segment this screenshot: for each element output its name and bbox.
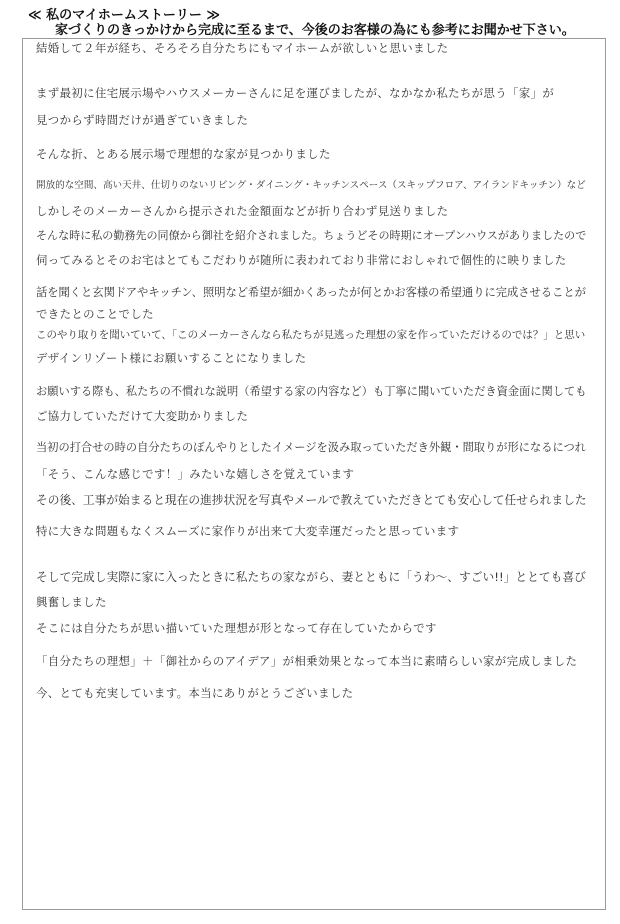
text-line: お願いする際も、私たちの不慣れな説明（希望する家の内容など）も丁寧に聞いていただき資金面に関しても — [36, 385, 587, 398]
text-line: そして完成し実際に家に入ったときに私たちの家ながら、妻とともに「うわ～、すごい!!」ととても喜び — [36, 570, 586, 584]
text-line: 見つからず時間だけが過ぎていきました — [36, 113, 249, 127]
text-line: 伺ってみるとそのお宅はとてもこだわりが随所に表われており非常におしゃれで個性的に映りました — [36, 253, 567, 267]
text-line: このやり取りを聞いていて、「このメーカーさんなら私たちが見逃った理想の家を作っていただけるのでは？」と思い — [36, 329, 586, 341]
text-line: その後、工事が始まると現在の進捗状況を写真やメールで教えていただきとても安心して任せられました — [36, 493, 587, 507]
text-line: そんな折、とある展示場で理想的な家が見つかりました — [36, 147, 331, 161]
text-line: できたとのことでした — [36, 307, 154, 321]
text-line: 結婚して２年が経ち、そろそろ自分たちにもマイホームが欲しいと思いました — [36, 41, 449, 55]
page-title: ≪ 私のマイホームストーリー ≫ — [28, 8, 221, 23]
text-line: 特に大きな問題もなくスムーズに家作りが出来て大変幸運だったと思っています — [36, 524, 460, 538]
text-line: 話を聞くと玄関ドアやキッチン、照明など希望が細かくあったが何とかお客様の希望通りに完成させることが — [36, 286, 586, 299]
text-line: 今、とても充実しています。本当にありがとうございました — [36, 686, 354, 700]
text-line: 「自分たちの理想」＋「御社からのアイデア」が相乗効果となって本当に素晴らしい家が完成しました — [36, 654, 578, 668]
text-line: まず最初に住宅展示場やハウスメーカーさんに足を運びましたが、なかなか私たちが思う「家」が — [36, 86, 555, 100]
text-line: 「そう、こんな感じです！」みたいな嬉しさを覚えています — [36, 467, 355, 481]
text-line: しかしそのメーカーさんから提示された金額面などが折り合わず見送りました — [36, 204, 449, 218]
text-line: 当初の打合せの時の自分たちのぼんやりとしたイメージを汲み取っていただき外観・間取りが形になるにつれ — [36, 441, 586, 454]
page-subtitle: 家づくりのきっかけから完成に至るまで、今後のお客様の為にも参考にお聞かせ下さい。 — [55, 23, 575, 38]
text-line: 興奮しました — [36, 595, 107, 609]
text-line: そこには自分たちが思い描いていた理想が形となって存在していたからです — [36, 621, 437, 635]
text-line: デザインリゾート様にお願いすることになりました — [36, 351, 307, 365]
text-line: 開放的な空間、高い天井、仕切りのないリビング・ダイニング・キッチンスペース（スキップフロア、アイランドキッチン）など — [36, 180, 586, 191]
text-line: そんな時に私の勤務先の同僚から御社を紹介されました。ちょうどその時期にオープンハウスがありましたので — [36, 229, 587, 242]
text-line: ご協力していただけて大変助かりました — [36, 409, 249, 423]
